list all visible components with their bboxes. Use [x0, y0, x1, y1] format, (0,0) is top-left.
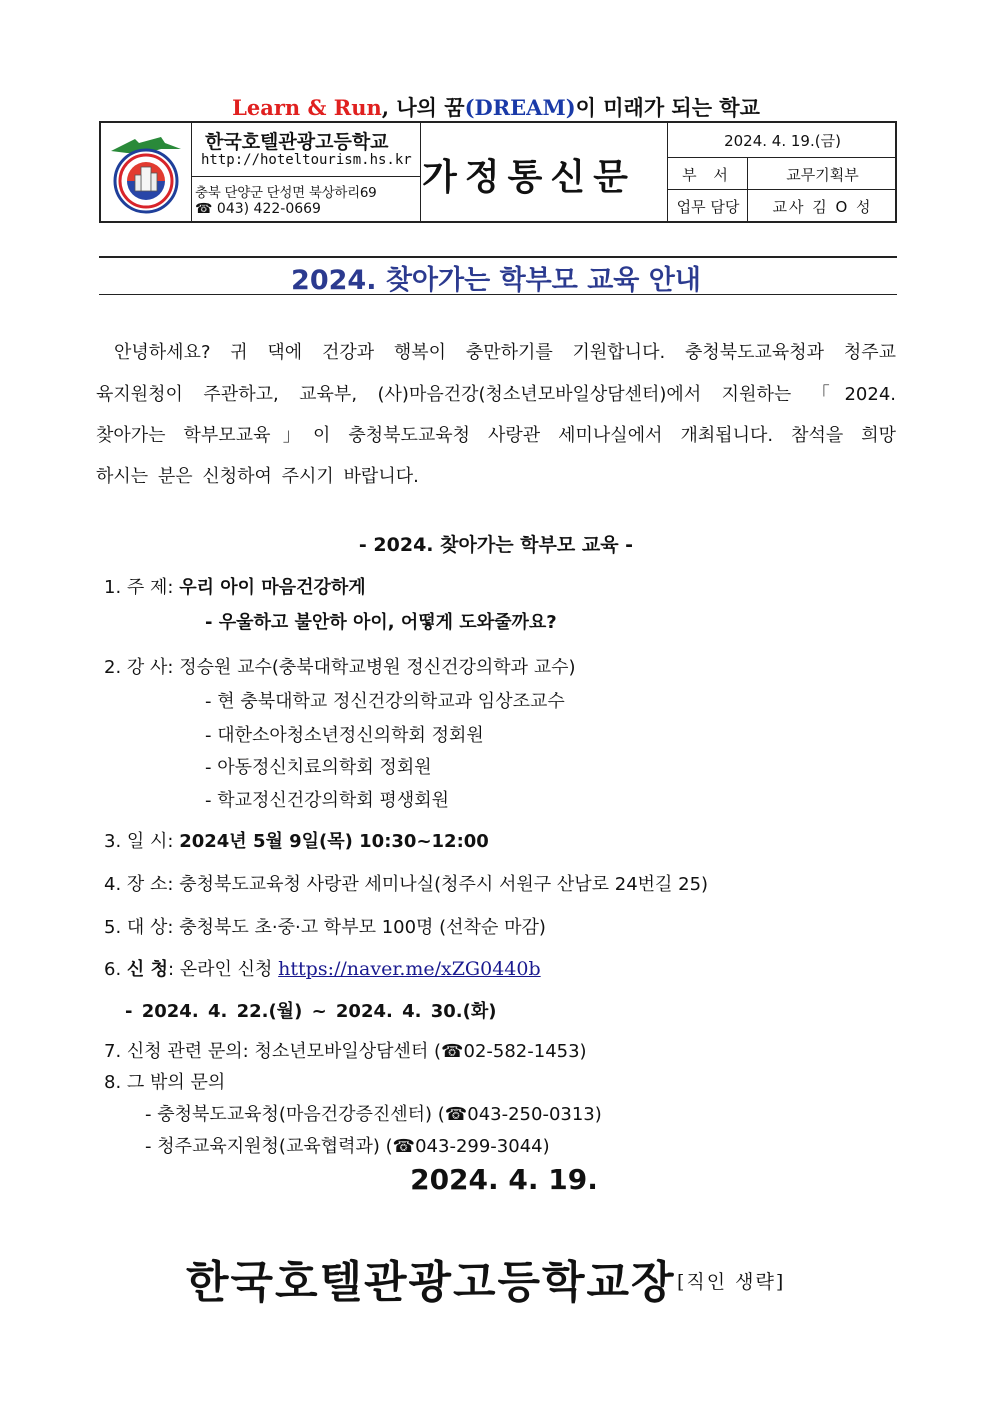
lecturer-label: 2. 강 사:: [104, 657, 174, 678]
intro-line-3: 찾아가는 학부모교육」이 충청북도교육청 사랑관 세미나실에서 개최됩니다. 참석을 희망: [96, 425, 896, 446]
dept-value: 교무기획부: [786, 166, 859, 184]
divider: [191, 123, 192, 221]
topic-sub: - 우울하고 불안하 아이, 어떻게 도와줄까요?: [205, 612, 557, 633]
inquiry-text: 7. 신청 관련 문의: 청소년모바일상담센터 (: [104, 1041, 442, 1062]
slogan-run: Run: [333, 95, 382, 120]
intro-line-4: 하시는 분은 신청하여 주시기 바랍니다.: [96, 466, 419, 487]
apply-value: : 온라인 신청: [167, 959, 273, 980]
datetime-row: [104, 827, 489, 853]
divider: [667, 157, 897, 158]
lecturer-sub-3: - 아동정신치료의학회 정회원: [205, 757, 432, 778]
slogan-amp: &: [307, 95, 327, 120]
other1-phone: 043-250-0313): [467, 1104, 602, 1125]
apply-link[interactable]: https://naver.me/xZG0440b: [278, 958, 541, 980]
divider: [191, 176, 420, 177]
staff-label: 업무 담당: [676, 198, 740, 216]
target-label: 5. 대 상:: [104, 917, 174, 938]
inquiry-row: [104, 1037, 587, 1063]
doc-title: 가정통신문: [422, 156, 636, 198]
datetime-value: 2024년 5월 9일(목) 10:30~12:00: [179, 831, 489, 852]
slogan-end: 이 미래가 되는 학교: [575, 95, 760, 120]
lecturer-sub-1: - 현 충북대학교 정신건강의학교과 임상조교수: [205, 691, 565, 712]
school-address: 충북 단양군 단성면 북상하리69: [195, 185, 377, 201]
phone-icon: ☎: [392, 1136, 416, 1157]
dept-label: 부 서: [682, 166, 734, 184]
other-inquiry-1: [145, 1100, 602, 1126]
lecturer-value: 정승원 교수(충북대학교병원 정신건강의학과 교수): [179, 657, 576, 678]
slogan-dream-text: , 나의 꿈: [381, 95, 465, 120]
place-value: 충청북도교육청 사랑관 세미나실(청주시 서원구 산남로 24번길 25): [179, 874, 709, 895]
header-table: [99, 121, 897, 223]
section-title: - 2024. 찾아가는 학부모 교육 -: [358, 534, 634, 556]
target-row: [104, 913, 546, 939]
other-inquiry-2: [145, 1132, 550, 1158]
seal-note: [직인 생략]: [677, 1271, 786, 1293]
other2-text: - 청주교육지원청(교육협력과) (: [145, 1136, 393, 1157]
topic-row: [104, 573, 366, 599]
sign-date: 2024. 4. 19.: [410, 1163, 598, 1196]
other2-phone: 043-299-3044): [415, 1136, 550, 1157]
school-name: 한국호텔관광고등학교: [205, 131, 389, 153]
inquiry-phone: 02-582-1453): [463, 1041, 587, 1062]
principal-name: 한국호텔관광고등학교장: [186, 1257, 676, 1308]
apply-row: [104, 955, 541, 981]
school-url[interactable]: http://hoteltourism.hs.kr: [201, 152, 412, 168]
place-label: 4. 장 소:: [104, 874, 174, 895]
school-tel: [195, 201, 321, 217]
other1-text: - 충청북도교육청(마음건강증진센터) (: [145, 1104, 445, 1125]
school-tel-number: 043) 422-0669: [216, 201, 321, 217]
datetime-label: 3. 일 시:: [104, 831, 174, 852]
apply-period: - 2024. 4. 22.(월) ~ 2024. 4. 30.(화): [125, 1001, 497, 1022]
divider: [420, 123, 421, 221]
topic-value: 우리 아이 마음건강하게: [179, 577, 366, 598]
apply-num: 6.: [104, 959, 122, 980]
slogan-learn: Learn: [232, 95, 301, 120]
school-logo: [105, 129, 187, 219]
apply-label: 신 청: [126, 959, 168, 980]
lecturer-sub-4: - 학교정신건강의학회 평생회원: [205, 790, 449, 811]
main-title: 2024. 찾아가는 학부모 교육 안내: [291, 265, 701, 296]
place-row: [104, 870, 708, 896]
phone-icon: ☎: [444, 1104, 468, 1125]
lecturer-row: [104, 653, 576, 679]
staff-value: 교사 김 O 성: [772, 198, 873, 216]
title-rule-bottom: [99, 294, 897, 295]
target-value: 충청북도 초·중·고 학부모 100명 (선착순 마감): [179, 917, 546, 938]
intro-line-2: 육지원청이 주관하고, 교육부, (사)마음건강(청소년모바일상담센터)에서 지원하는 「2024.: [96, 384, 896, 405]
phone-icon: ☎: [195, 201, 213, 217]
doc-date: 2024. 4. 19.(금): [724, 132, 841, 150]
intro-line-1: 안녕하세요? 귀 댁에 건강과 행복이 충만하기를 기원합니다. 충청북도교육청과 청주교: [114, 342, 896, 363]
topic-label: 1. 주 제:: [104, 577, 174, 598]
divider: [667, 189, 897, 190]
slogan-dream: (DREAM): [464, 95, 576, 120]
slogan: [0, 92, 992, 122]
phone-icon: ☎: [441, 1041, 464, 1062]
other-label: 8. 그 밖의 문의: [104, 1072, 226, 1093]
lecturer-sub-2: - 대한소아청소년정신의학회 정회원: [205, 725, 484, 746]
